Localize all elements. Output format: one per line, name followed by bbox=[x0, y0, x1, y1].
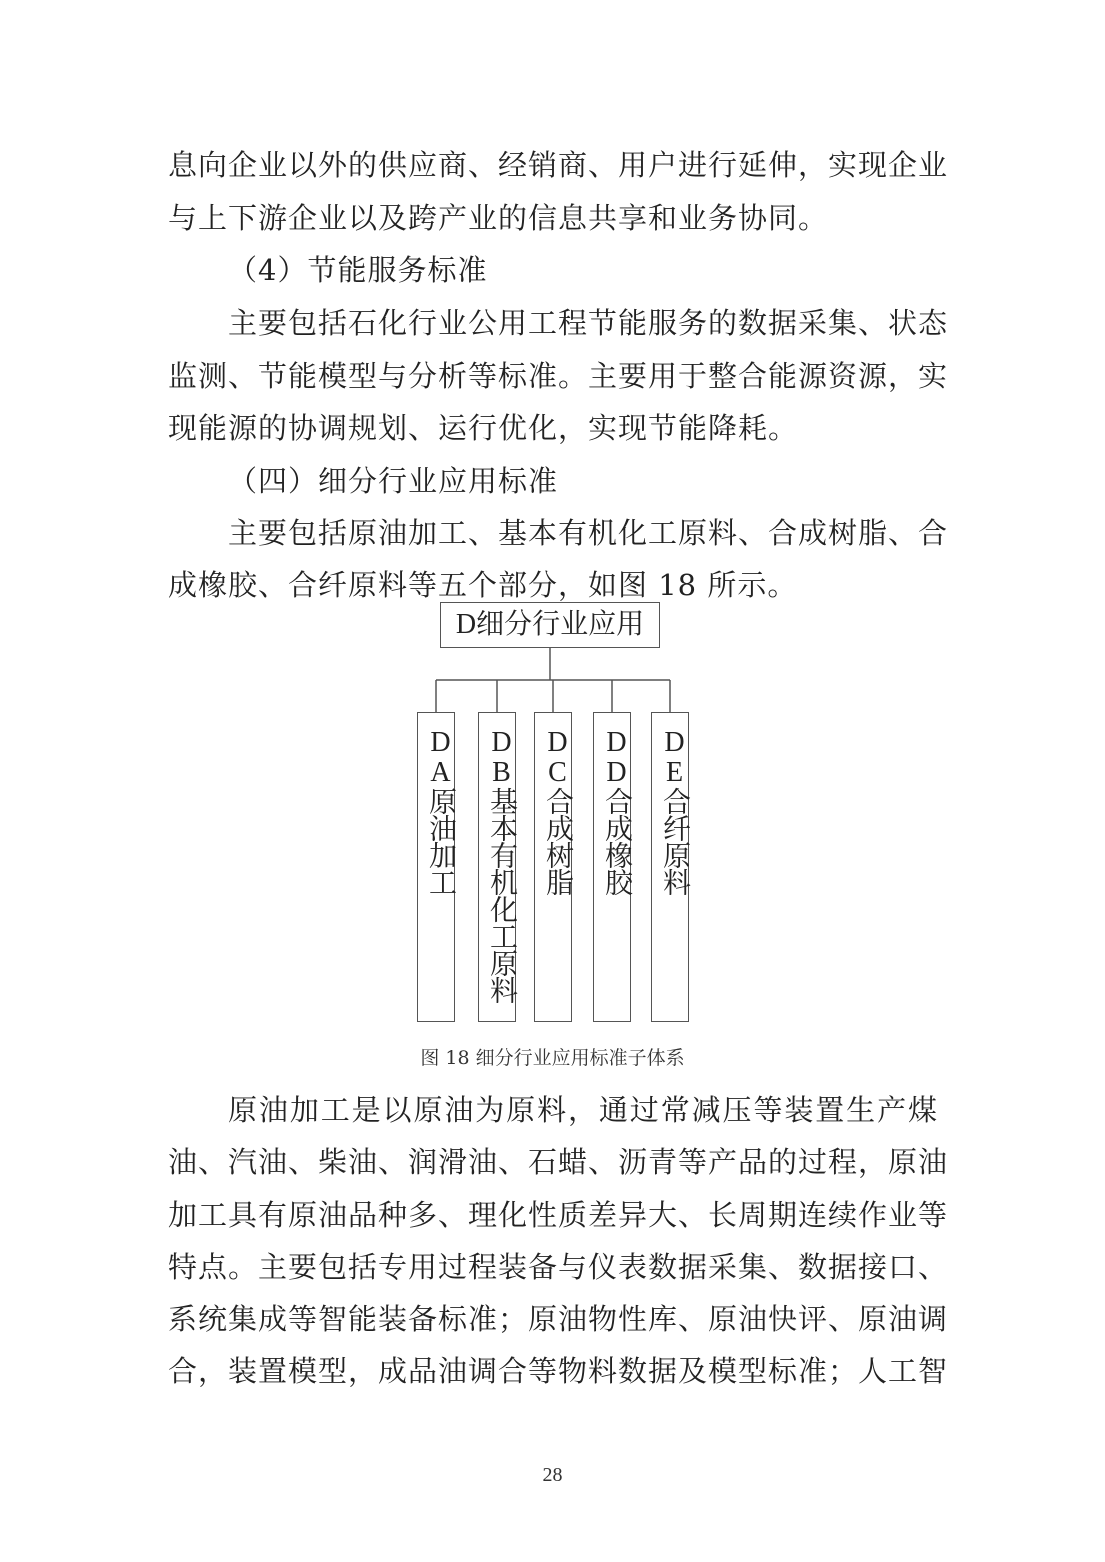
diagram-child-box bbox=[534, 712, 572, 1022]
paragraph-line: 息向企业以外的供应商、经销商、用户进行延伸，实现企业 bbox=[168, 148, 949, 182]
diagram-child-box bbox=[478, 712, 516, 1022]
diagram-child-label: DE合纤原料 bbox=[659, 727, 690, 895]
diagram-child-label: DD合成橡胶 bbox=[601, 727, 632, 895]
paragraph-line: 油、汽油、柴油、润滑油、石蜡、沥青等产品的过程，原油 bbox=[168, 1145, 949, 1179]
diagram-child-label: DA原油加工 bbox=[425, 727, 456, 895]
paragraph-line: 原油加工是以原油为原料，通过常减压等装置生产煤 bbox=[228, 1093, 938, 1127]
paragraph-line: 成橡胶、合纤原料等五个部分，如图 18 所示。 bbox=[168, 568, 798, 602]
paragraph-line: 监测、节能模型与分析等标准。主要用于整合能源资源，实 bbox=[168, 359, 949, 393]
diagram-root-box: D细分行业应用 bbox=[440, 602, 660, 648]
paragraph-line: 主要包括石化行业公用工程节能服务的数据采集、状态 bbox=[228, 306, 949, 340]
diagram-child-label: DC合成树脂 bbox=[542, 727, 573, 895]
diagram-child-box bbox=[593, 712, 631, 1022]
paragraph-line: 与上下游企业以及跨产业的信息共享和业务协同。 bbox=[168, 201, 829, 235]
paragraph-line: 系统集成等智能装备标准；原油物性库、原油快评、原油调 bbox=[168, 1302, 949, 1336]
paragraph-line: 加工具有原油品种多、理化性质差异大、长周期连续作业等 bbox=[168, 1198, 949, 1232]
paragraph-line: 主要包括原油加工、基本有机化工原料、合成树脂、合 bbox=[228, 516, 949, 550]
paragraph-line: 特点。主要包括专用过程装备与仪表数据采集、数据接口、 bbox=[168, 1250, 949, 1284]
figure-caption: 图 18 细分行业应用标准子体系 bbox=[420, 1047, 685, 1069]
section-heading: （四）细分行业应用标准 bbox=[228, 464, 559, 498]
paragraph-line: 现能源的协调规划、运行优化，实现节能降耗。 bbox=[168, 411, 799, 445]
diagram-child-box bbox=[417, 712, 455, 1022]
paragraph-line: 合，装置模型，成品油调合等物料数据及模型标准；人工智 bbox=[168, 1354, 949, 1388]
subsection-heading: （4）节能服务标准 bbox=[228, 253, 488, 287]
diagram-child-box bbox=[651, 712, 689, 1022]
diagram-child-label: DB基本有机化工原料 bbox=[486, 727, 517, 1003]
page-number: 28 bbox=[542, 1464, 563, 1486]
